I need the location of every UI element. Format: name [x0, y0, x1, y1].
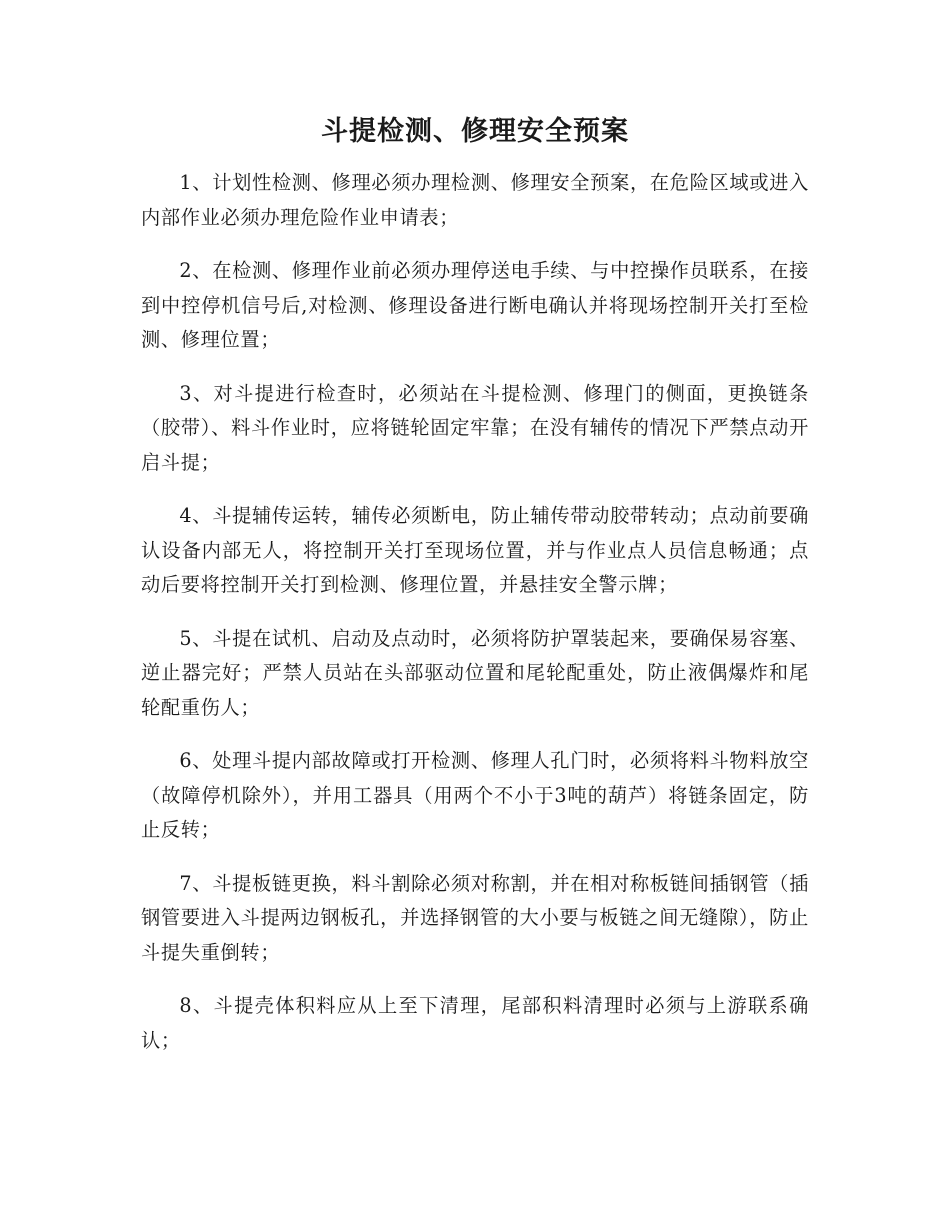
paragraph-8: 8、斗提壳体积料应从上至下清理，尾部积料清理时必须与上游联系确认； [141, 994, 809, 1052]
paragraph-1: 1、计划性检测、修理必须办理检测、修理安全预案，在危险区域或进入内部作业必须办理危险作业申请表； [141, 171, 809, 229]
paragraph-3: 3、对斗提进行检查时，必须站在斗提检测、修理门的侧面，更换链条（胶带）、料斗作业时，应将链轮固定牢靠；在没有辅传的情况下严禁点动开启斗提； [141, 381, 809, 474]
paragraph-2: 2、在检测、修理作业前必须办理停送电手续、与中控操作员联系，在接到中控停机信号后,对检测、修理设备进行断电确认并将现场控制开关打至检测、修理位置； [141, 259, 809, 351]
paragraph-4: 4、斗提辅传运转，辅传必须断电，防止辅传带动胶带转动；点动前要确认设备内部无人，将控制开关打至现场位置，并与作业点人员信息畅通；点动后要将控制开关打到检测、修理位置，并悬挂安全警示牌； [141, 504, 809, 596]
paragraph-7: 7、斗提板链更换，料斗割除必须对称割，并在相对称板链间插钢管（插钢管要进入斗提两边钢板孔，并选择钢管的大小要与板链之间无缝隙），防止斗提失重倒转； [141, 871, 809, 964]
document-title: 斗提检测、修理安全预案 [321, 116, 629, 147]
paragraph-6: 6、处理斗提内部故障或打开检测、修理人孔门时，必须将料斗物料放空（故障停机除外），并用工器具（用两个不小于3吨的葫芦）将链条固定，防止反转； [141, 749, 809, 841]
document-body [141, 166, 809, 1077]
paragraph-5: 5、斗提在试机、启动及点动时，必须将防护罩装起来，要确保易容塞、逆止器完好；严禁人员站在头部驱动位置和尾轮配重处，防止液偶爆炸和尾轮配重伤人； [141, 626, 809, 719]
